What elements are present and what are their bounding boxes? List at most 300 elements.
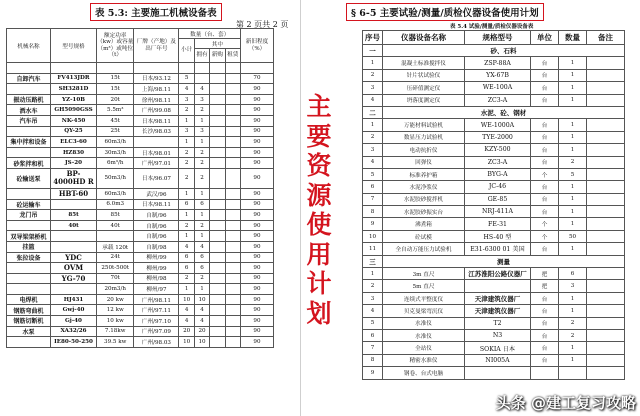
equipment-cell-name [7,126,51,137]
equipment-cell-qty: 2 [179,158,194,169]
equipment-cell-model [50,231,96,242]
col-header-new: 新购 [210,49,225,63]
equipment-row [7,231,274,242]
equipment-cell-qty: 4 [179,305,194,316]
instrument-cell-name: 针片状试验仪 [383,69,465,81]
col-header-own: 拥有 [194,49,209,63]
equipment-cell-model: ELC3-60 [50,137,96,148]
equipment-cell-qty: 1 [179,115,194,126]
equipment-cell-pct: 90 [240,158,273,169]
equipment-cell-model: 40t [50,220,96,231]
instrument-row [363,268,625,280]
equipment-cell-qty: 4 [179,241,194,252]
col-header-quantity: 数量 [559,31,587,45]
equipment-cell-factory: 上海/98.11 [134,84,179,95]
equipment-cell-name: 张拉设备 [7,252,51,263]
instrument-cell-note [587,367,625,379]
left-document-page [0,0,300,416]
equipment-cell-qty: 2 [179,220,194,231]
instrument-cell-model: NI005A [465,354,531,366]
instrument-cell-model: ZSP-88A [465,57,531,69]
equipment-cell-rent [225,231,240,242]
equipment-cell-factory: 长沙/98.03 [134,126,179,137]
equipment-cell-name [7,220,51,231]
equipment-cell-pct: 90 [240,220,273,231]
equipment-cell-buy [210,158,225,169]
instrument-cell-no: 2 [363,280,383,292]
equipment-table [6,28,274,348]
equipment-cell-rent [225,210,240,221]
col-header-model: 型号规格 [50,29,96,63]
equipment-cell-rent [225,73,240,84]
equipment-cell-own: 10 [194,294,209,305]
equipment-cell-model: IE80-50-250 [50,337,96,348]
equipment-cell-pct: 90 [240,252,273,263]
equipment-cell-qty: 10 [179,337,194,348]
equipment-cell-buy [210,326,225,337]
instrument-cell-unit: 台 [531,317,559,329]
equipment-cell-factory [134,137,179,148]
equipment-row [7,199,274,210]
instrument-cell-model [465,367,531,379]
instrument-cell-unit: 台 [531,329,559,341]
equipment-cell-qty: 1 [179,188,194,199]
equipment-cell-name [7,337,51,348]
equipment-cell-rent [225,294,240,305]
equipment-cell-buy [210,73,225,84]
instrument-row [363,292,625,304]
instrument-cell-no: 6 [363,181,383,193]
instrument-cell-unit: 台 [531,94,559,106]
instrument-cell-unit: 把 [531,268,559,280]
instrument-cell-qty: 2 [559,329,587,341]
instrument-cell-name: 电动抗折仪 [383,144,465,156]
instrument-cell-model: WE-1000A [465,119,531,131]
right-document-page [338,0,640,416]
instrument-cell-note [587,317,625,329]
equipment-cell-power: 12 kw [97,305,134,316]
instrument-cell-unit: 台 [531,206,559,218]
category-label: 砂、石料 [383,45,625,57]
equipment-cell-power: 6m³/h [97,158,134,169]
equipment-cell-rent [225,84,240,95]
equipment-cell-model: SH3281D [50,84,96,95]
equipment-cell-name [7,284,51,295]
instrument-cell-no: 3 [363,292,383,304]
instrument-table [362,30,625,380]
equipment-cell-buy [210,241,225,252]
instrument-row [363,329,625,341]
instrument-cell-model: SOKIA 日本 [465,342,531,354]
equipment-cell-factory: 日本/96.07 [134,168,179,188]
instrument-cell-no: 5 [363,317,383,329]
category-label: 测量 [383,255,625,267]
instrument-cell-model: N3 [465,329,531,341]
equipment-cell-factory: 广州/97.01 [134,158,179,169]
instrument-cell-unit: 台 [531,82,559,94]
equipment-cell-factory: 自制/96 [134,220,179,231]
equipment-row [7,294,274,305]
equipment-cell-model [50,241,96,252]
equipment-cell-model: Gwj-40 [50,305,96,316]
instrument-cell-qty: 1 [559,144,587,156]
instrument-cell-qty: 1 [559,131,587,143]
instrument-cell-model: 天津建筑仪器厂 [465,292,531,304]
instrument-cell-unit: 台 [531,342,559,354]
equipment-cell-factory: 徐州/98.11 [134,94,179,105]
equipment-row [7,158,274,169]
equipment-cell-buy [210,199,225,210]
equipment-cell-name: 电焊机 [7,294,51,305]
equipment-cell-factory: 柳州/98 [134,273,179,284]
instrument-cell-unit: 台 [531,354,559,366]
equipment-cell-pct: 90 [240,305,273,316]
equipment-cell-own [194,63,209,74]
equipment-cell-buy [210,337,225,348]
col-header-subtotal: 小计 [179,39,194,63]
equipment-cell-factory: 自制/96 [134,231,179,242]
equipment-cell-power: 85t [97,210,134,221]
equipment-cell-model: YZ-10B [50,94,96,105]
instrument-cell-model: YX-67B [465,69,531,81]
equipment-cell-qty: 6 [179,199,194,210]
equipment-cell-rent [225,105,240,116]
equipment-cell-factory: 广州/98.03 [134,337,179,348]
instrument-cell-unit: 台 [531,69,559,81]
equipment-cell-model: QY-25 [50,126,96,137]
instrument-cell-no: 7 [363,342,383,354]
instrument-row [363,367,625,379]
col-header-unit: 单位 [531,31,559,45]
equipment-row [7,137,274,148]
equipment-cell-model: BP-4000HD R [50,168,96,188]
instrument-cell-qty: 1 [559,342,587,354]
equipment-cell-buy [210,188,225,199]
instrument-cell-unit: 台 [531,156,559,168]
equipment-cell-factory: 广州/98.11 [134,294,179,305]
equipment-cell-power: 30m3/h [97,147,134,158]
equipment-cell-own: 4 [194,305,209,316]
instrument-cell-no: 7 [363,193,383,205]
instrument-cell-unit: 把 [531,280,559,292]
equipment-cell-model: HBT-60 [50,188,96,199]
equipment-cell-pct: 90 [240,84,273,95]
instrument-row [363,317,625,329]
equipment-cell-own: 6 [194,199,209,210]
instrument-cell-note [587,292,625,304]
equipment-cell-pct: 90 [240,263,273,274]
equipment-cell-name [7,273,51,284]
equipment-cell-pct: 90 [240,115,273,126]
equipment-cell-factory: 广州/97.11 [134,305,179,316]
category-row [363,106,625,118]
equipment-cell-buy [210,147,225,158]
equipment-cell-buy [210,168,225,188]
equipment-cell-own: 3 [194,94,209,105]
equipment-cell-rent [225,94,240,105]
instrument-cell-qty: 50 [559,230,587,242]
left-page-number: 第 2 页共 2 页 [236,20,289,29]
instrument-cell-unit: 台 [531,131,559,143]
equipment-cell-qty: 2 [179,168,194,188]
instrument-cell-no: 9 [363,218,383,230]
instrument-row [363,354,625,366]
equipment-cell-rent [225,147,240,158]
instrument-cell-unit: 台 [531,144,559,156]
instrument-cell-qty: 1 [559,82,587,94]
col-header-sub-group: 其中 [194,39,240,49]
instrument-cell-name: 水准仪 [383,329,465,341]
equipment-cell-model: YG-70 [50,273,96,284]
equipment-row [7,316,274,327]
instrument-cell-name: 贝克曼梁弯沉仪 [383,305,465,317]
instrument-cell-model: KZY-500 [465,144,531,156]
instrument-cell-model: HS-40 型 [465,230,531,242]
equipment-cell-qty: 4 [179,84,194,95]
equipment-cell-pct: 90 [240,241,273,252]
instrument-cell-no: 1 [363,268,383,280]
equipment-cell-name [7,147,51,158]
equipment-row [7,147,274,158]
equipment-cell-factory: 自制/96 [134,210,179,221]
instrument-cell-no: 2 [363,131,383,143]
equipment-row [7,284,274,295]
equipment-cell-rent [225,115,240,126]
instrument-row [363,144,625,156]
equipment-cell-buy [210,305,225,316]
instrument-cell-model: E31-6300 01 美国 [465,243,531,255]
instrument-cell-no: 1 [363,57,383,69]
equipment-cell-name: 双导梁架桥机 [7,231,51,242]
equipment-cell-own: 6 [194,263,209,274]
equipment-cell-qty: 1 [179,284,194,295]
equipment-cell-name: 洒水车 [7,105,51,116]
instrument-cell-qty: 2 [559,156,587,168]
equipment-cell-qty: 5 [179,73,194,84]
equipment-cell-qty: 1 [179,137,194,148]
equipment-cell-rent [225,326,240,337]
instrument-cell-name: 水泥胶砂振实台 [383,206,465,218]
instrument-cell-no: 8 [363,354,383,366]
equipment-cell-pct: 90 [240,273,273,284]
instrument-row [363,82,625,94]
instrument-cell-name: 回弹仪 [383,156,465,168]
equipment-cell-power: 50m3/h [97,168,134,188]
equipment-cell-qty: 6 [179,252,194,263]
equipment-cell-name [7,63,51,74]
instrument-cell-note [587,119,625,131]
instrument-cell-note [587,218,625,230]
instrument-cell-unit: 个 [531,230,559,242]
col-header-newness: 新旧程度（%） [240,29,273,63]
instrument-cell-name: 全自动万能压力试验机 [383,243,465,255]
col-header-instrument: 仪器设备名称 [383,31,465,45]
equipment-cell-buy [210,273,225,284]
instrument-cell-model: 天津建筑仪器厂 [465,305,531,317]
equipment-cell-model: Gj-40 [50,316,96,327]
equipment-cell-factory: 广州/97.09 [134,326,179,337]
source-watermark: 头条 @建工复习攻略 [495,394,636,412]
left-table-title: 表 5.3: 主要施工机械设备表 [90,3,222,21]
instrument-row [363,218,625,230]
col-header-name: 机械名称 [7,29,51,63]
equipment-cell-name: 钢筋弯曲机 [7,305,51,316]
equipment-cell-pct: 90 [240,326,273,337]
equipment-cell-buy [210,105,225,116]
instrument-cell-name: 水泥净浆仪 [383,181,465,193]
instrument-cell-qty: 1 [559,94,587,106]
equipment-cell-factory: 日本/98.01 [134,147,179,158]
instrument-cell-model: NRJ-411A [465,206,531,218]
equipment-cell-pct: 90 [240,284,273,295]
equipment-cell-model: JS-20 [50,158,96,169]
equipment-cell-model [50,199,96,210]
equipment-cell-pct: 90 [240,168,273,188]
equipment-cell-model: 85t [50,210,96,221]
instrument-cell-no: 11 [363,243,383,255]
equipment-cell-model: HJ431 [50,294,96,305]
equipment-cell-pct: 90 [240,316,273,327]
equipment-row [7,337,274,348]
equipment-cell-name: 汽车吊 [7,115,51,126]
instrument-cell-model [465,280,531,292]
instrument-cell-qty: 1 [559,218,587,230]
instrument-cell-qty: 1 [559,243,587,255]
instrument-row [363,94,625,106]
equipment-cell-buy [210,63,225,74]
equipment-cell-factory: 日本/93.12 [134,73,179,84]
instrument-cell-note [587,82,625,94]
equipment-row [7,210,274,221]
equipment-cell-power: 60m3/h [97,188,134,199]
instrument-row [363,280,625,292]
instrument-cell-qty [559,367,587,379]
equipment-cell-power: 20 kw [97,294,134,305]
equipment-cell-factory: 自制/98 [134,241,179,252]
instrument-row [363,305,625,317]
equipment-cell-qty: 2 [179,105,194,116]
equipment-cell-power [97,231,134,242]
equipment-cell-power: 6.0m3 [97,199,134,210]
instrument-cell-name: 坍落度测定仪 [383,94,465,106]
instrument-cell-qty: 1 [559,57,587,69]
equipment-row [7,73,274,84]
instrument-cell-no: 1 [363,119,383,131]
equipment-cell-qty: 4 [179,316,194,327]
equipment-cell-factory: 广州/99.08 [134,105,179,116]
equipment-cell-name [7,188,51,199]
equipment-cell-factory: 广州/97.10 [134,316,179,327]
equipment-cell-pct: 90 [240,137,273,148]
equipment-cell-name: 挂篮 [7,241,51,252]
equipment-cell-qty: 3 [179,94,194,105]
instrument-row [363,119,625,131]
instrument-cell-no: 6 [363,329,383,341]
equipment-cell-own: 10 [194,337,209,348]
instrument-cell-name: 压碎值测定仪 [383,82,465,94]
instrument-cell-no: 10 [363,230,383,242]
col-header-note: 备注 [587,31,625,45]
col-header-power: 额定功率（kw）或容量（m³）或吨位（t） [97,29,134,63]
equipment-cell-rent [225,273,240,284]
equipment-cell-own: 2 [194,273,209,284]
equipment-cell-name: 砼运输车 [7,199,51,210]
equipment-cell-own: 6 [194,252,209,263]
equipment-cell-name: 水泵 [7,326,51,337]
equipment-cell-rent [225,252,240,263]
equipment-cell-factory: 日本/98.11 [134,199,179,210]
col-header-spec: 规格型号 [465,31,531,45]
equipment-cell-power: 承载 120t [97,241,134,252]
equipment-cell-own: 1 [194,188,209,199]
equipment-cell-own: 1 [194,210,209,221]
equipment-cell-model [50,284,96,295]
equipment-cell-pct: 90 [240,199,273,210]
equipment-cell-buy [210,115,225,126]
instrument-cell-note [587,230,625,242]
instrument-cell-model: TYE-2000 [465,131,531,143]
equipment-cell-rent [225,137,240,148]
equipment-cell-own: 4 [194,316,209,327]
instrument-row [363,243,625,255]
instrument-cell-note [587,131,625,143]
instrument-cell-note [587,69,625,81]
instrument-cell-no: 5 [363,168,383,180]
col-header-rent: 租赁 [225,49,240,63]
instrument-row [363,193,625,205]
equipment-cell-rent [225,188,240,199]
equipment-row [7,105,274,116]
equipment-cell-factory: 日本/98.11 [134,115,179,126]
equipment-cell-power: 20m3/h [97,284,134,295]
instrument-cell-name: 数显压力试验机 [383,131,465,143]
equipment-row [7,188,274,199]
equipment-cell-pct [240,63,273,74]
equipment-cell-buy [210,126,225,137]
equipment-cell-model: FV413JDR [50,73,96,84]
equipment-cell-power: 25t [97,126,134,137]
equipment-cell-pct: 90 [240,126,273,137]
instrument-cell-qty: 1 [559,354,587,366]
instrument-cell-qty: 1 [559,119,587,131]
instrument-cell-note [587,156,625,168]
col-header-qty-group: 数量（台、套） [179,29,241,39]
instrument-cell-model: ZC3-A [465,94,531,106]
instrument-cell-qty: 1 [559,292,587,304]
equipment-cell-own: 1 [194,137,209,148]
equipment-cell-buy [210,220,225,231]
instrument-cell-unit: 台 [531,57,559,69]
equipment-cell-qty: 2 [179,273,194,284]
equipment-cell-buy [210,94,225,105]
col-header-factory: 厂牌（产地）及出厂年号 [134,29,179,63]
instrument-cell-name: 混凝土标准搅拌仪 [383,57,465,69]
instrument-cell-qty: 5 [559,168,587,180]
equipment-cell-power: 24t [97,252,134,263]
instrument-cell-qty: 1 [559,305,587,317]
instrument-cell-unit: 台 [531,193,559,205]
equipment-cell-name: 振动压路机 [7,94,51,105]
instrument-cell-note [587,57,625,69]
equipment-cell-pct: 70 [240,73,273,84]
equipment-cell-model: XA32/26 [50,326,96,337]
instrument-cell-note [587,193,625,205]
equipment-cell-own [194,73,209,84]
instrument-cell-name: 标准养护箱 [383,168,465,180]
equipment-cell-buy [210,84,225,95]
equipment-cell-power: 250t-500t [97,263,134,274]
equipment-cell-rent [225,126,240,137]
